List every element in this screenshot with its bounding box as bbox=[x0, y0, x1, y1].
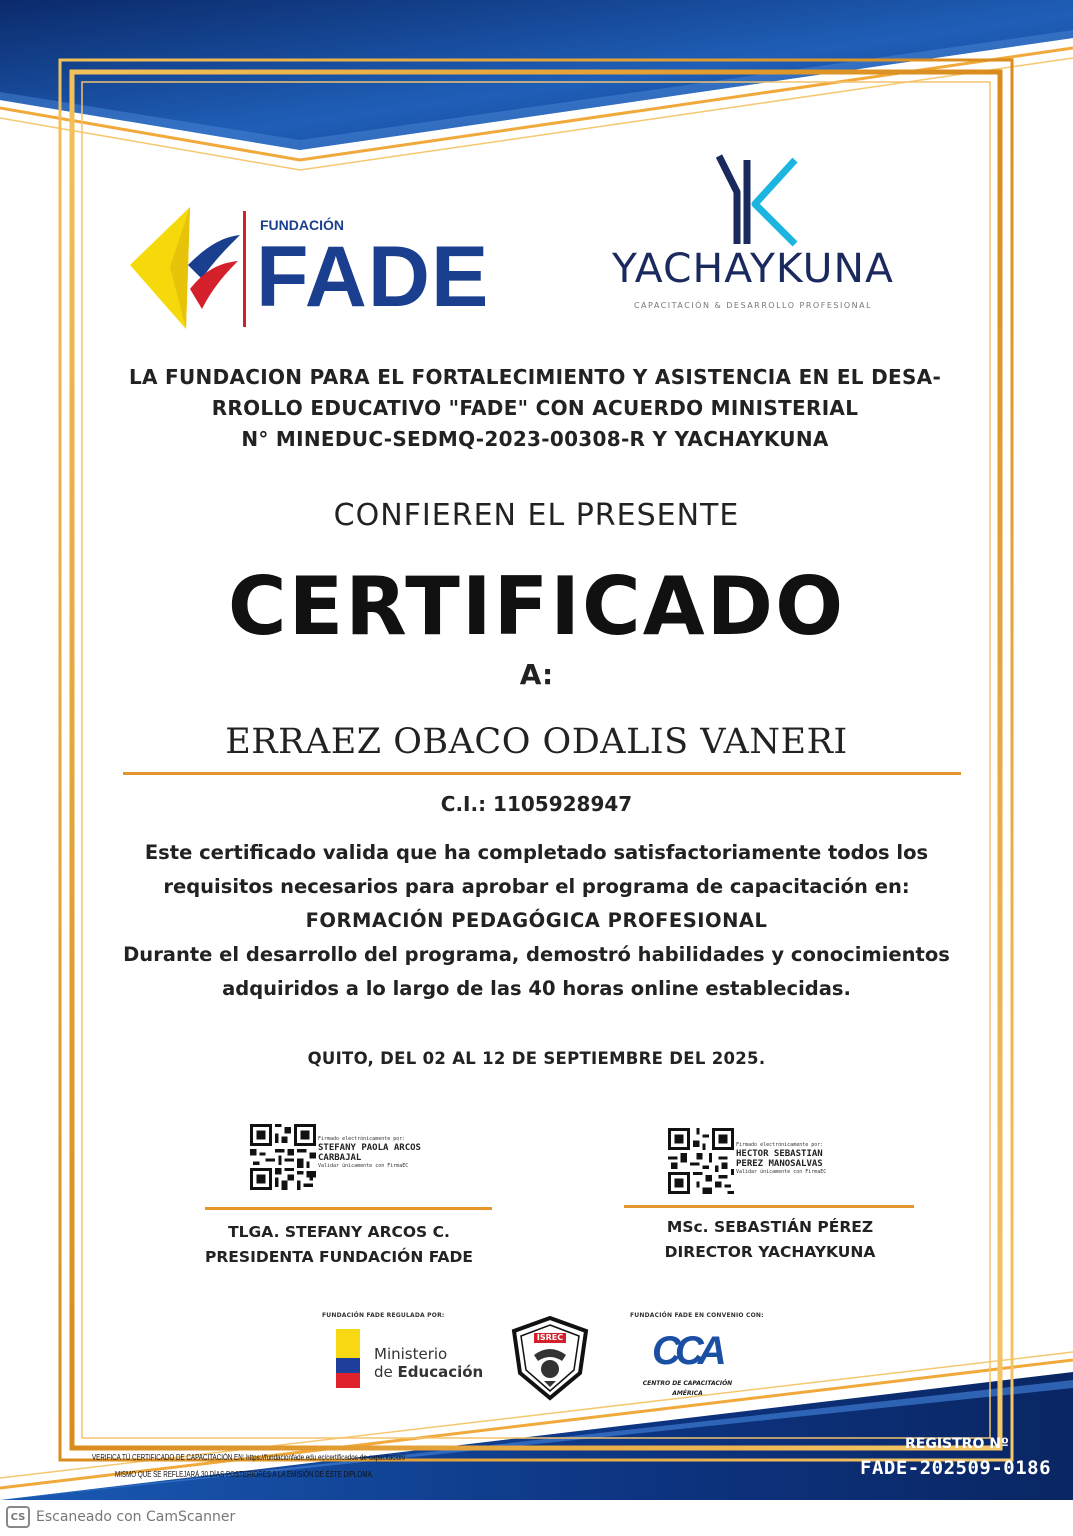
recipient-id: C.I.: 1105928947 bbox=[440, 792, 633, 816]
sig1-signer-line-2: CARBAJAL bbox=[318, 1153, 362, 1163]
camscanner-icon: CS bbox=[6, 1506, 30, 1528]
cca-letters: CCA bbox=[652, 1329, 721, 1373]
body-line-1: Este certificado valida que ha completado satisfactoriamente todos los bbox=[144, 841, 929, 864]
program-name: FORMACIÓN PEDAGÓGICA PROFESIONAL bbox=[305, 909, 768, 932]
sig2-signer-line-2: PEREZ MANOSALVAS bbox=[736, 1159, 823, 1169]
signature-caption-2 bbox=[610, 1215, 930, 1265]
confieren-text: CONFIEREN EL PRESENTE bbox=[333, 498, 740, 533]
signatory-1-name: TLGA. STEFANY ARCOS C. bbox=[228, 1223, 450, 1241]
ministerio-line-1: Ministerio bbox=[374, 1345, 448, 1363]
signature-caption-1 bbox=[180, 1220, 498, 1270]
cca-logo bbox=[630, 1329, 750, 1403]
fade-emblem-icon bbox=[128, 205, 248, 335]
yachaykuna-k-icon bbox=[697, 152, 807, 252]
body-line-3: Durante el desarrollo del programa, demostró habilidades y conocimientos bbox=[123, 943, 950, 966]
signature-block-2 bbox=[668, 1128, 898, 1198]
fade-small-text: FUNDACIÓN bbox=[260, 217, 344, 233]
signature-line-1 bbox=[205, 1207, 492, 1210]
qr-code-icon bbox=[250, 1124, 316, 1190]
sig2-signer-line-1: HECTOR SEBASTIAN bbox=[736, 1149, 823, 1159]
body-line-2: requisitos necesarios para aprobar el programa de capacitación en: bbox=[163, 875, 910, 898]
sig1-signer-line-1: STEFANY PAOLA ARCOS bbox=[318, 1143, 421, 1153]
issue-date: QUITO, DEL 02 AL 12 DE SEPTIEMBRE DEL 2025. bbox=[307, 1049, 766, 1068]
heading-line-1: LA FUNDACION PARA EL FORTALECIMIENTO Y ASISTENCIA EN EL DESA- bbox=[128, 365, 942, 389]
fade-big-text: FADE bbox=[256, 229, 490, 325]
ecuador-flag-icon bbox=[336, 1329, 360, 1388]
isrec-shield-icon bbox=[510, 1315, 590, 1401]
yachaykuna-logo bbox=[585, 150, 915, 320]
ministerio-line-2-prefix: de bbox=[374, 1363, 398, 1381]
verify-note-line-2: MISMO QUE SE REFLEJARÁ 30 DÍAS POSTERIORES A LA EMISIÓN DE ESTE DIPLOMA. bbox=[115, 1470, 374, 1479]
certificate-title: CERTIFICADO bbox=[227, 560, 846, 653]
sig2-validate: Validar únicamente con FirmaEC bbox=[736, 1169, 827, 1175]
isrec-text: ISREC bbox=[536, 1333, 564, 1342]
certificate-body bbox=[100, 836, 973, 1006]
cca-line-1: CENTRO DE CAPACITACIÓN bbox=[642, 1380, 733, 1387]
signatory-2-name: MSc. SEBASTIÁN PÉREZ bbox=[666, 1218, 874, 1236]
recipient-name: ERRAEZ OBACO ODALIS VANERI bbox=[225, 722, 848, 762]
cca-line-2: AMÉRICA bbox=[672, 1390, 703, 1397]
fade-divider bbox=[243, 211, 246, 327]
fade-logo bbox=[128, 205, 498, 335]
camscanner-watermark bbox=[6, 1505, 235, 1529]
yachaykuna-text: YACHAYKUNA bbox=[612, 246, 894, 292]
signatory-1-title: PRESIDENTA FUNDACIÓN FADE bbox=[205, 1248, 473, 1266]
registro-number: FADE-202509-0186 bbox=[860, 1457, 1052, 1479]
verify-note-line-1: VERIFICA TÚ CERTIFICADO DE CAPACITACIÓN EN: https://fundacionfade.edu.ec/certificados-de-capacitacion/ bbox=[92, 1453, 406, 1462]
ministerio-logo bbox=[336, 1329, 496, 1389]
institution-heading bbox=[90, 362, 980, 455]
heading-line-2: RROLLO EDUCATIVO "FADE" CON ACUERDO MINISTERIAL bbox=[211, 396, 859, 420]
recipient-underline bbox=[123, 772, 961, 775]
sig1-validate: Validar únicamente con FirmaEC bbox=[318, 1163, 409, 1169]
yachaykuna-tagline: CAPACITACIÓN & DESARROLLO PROFESIONAL bbox=[633, 301, 873, 310]
signature-block-1 bbox=[250, 1124, 480, 1194]
regulated-by-label: FUNDACIÓN FADE REGULADA POR: bbox=[322, 1312, 445, 1319]
isrec-logo bbox=[510, 1315, 590, 1401]
camscanner-text: Escaneado con CamScanner bbox=[36, 1509, 236, 1525]
heading-line-3: N° MINEDUC-SEDMQ-2023-00308-R Y YACHAYKUNA bbox=[241, 427, 829, 451]
agreement-label: FUNDACIÓN FADE EN CONVENIO CON: bbox=[630, 1312, 764, 1319]
qr-code-icon bbox=[668, 1128, 734, 1194]
ministerio-line-2-bold: Educación bbox=[397, 1363, 484, 1381]
signature-line-2 bbox=[624, 1205, 914, 1208]
body-line-4: adquiridos a lo largo de las 40 horas online establecidas. bbox=[222, 977, 851, 1000]
recipient-prefix: A: bbox=[519, 658, 554, 691]
sig2-signed-by: Firmado electrónicamente por: bbox=[736, 1142, 824, 1148]
signatory-2-title: DIRECTOR YACHAYKUNA bbox=[664, 1243, 876, 1261]
registro-label: REGISTRO Nº bbox=[905, 1436, 1009, 1452]
sig1-signed-by: Firmado electrónicamente por: bbox=[318, 1136, 406, 1142]
